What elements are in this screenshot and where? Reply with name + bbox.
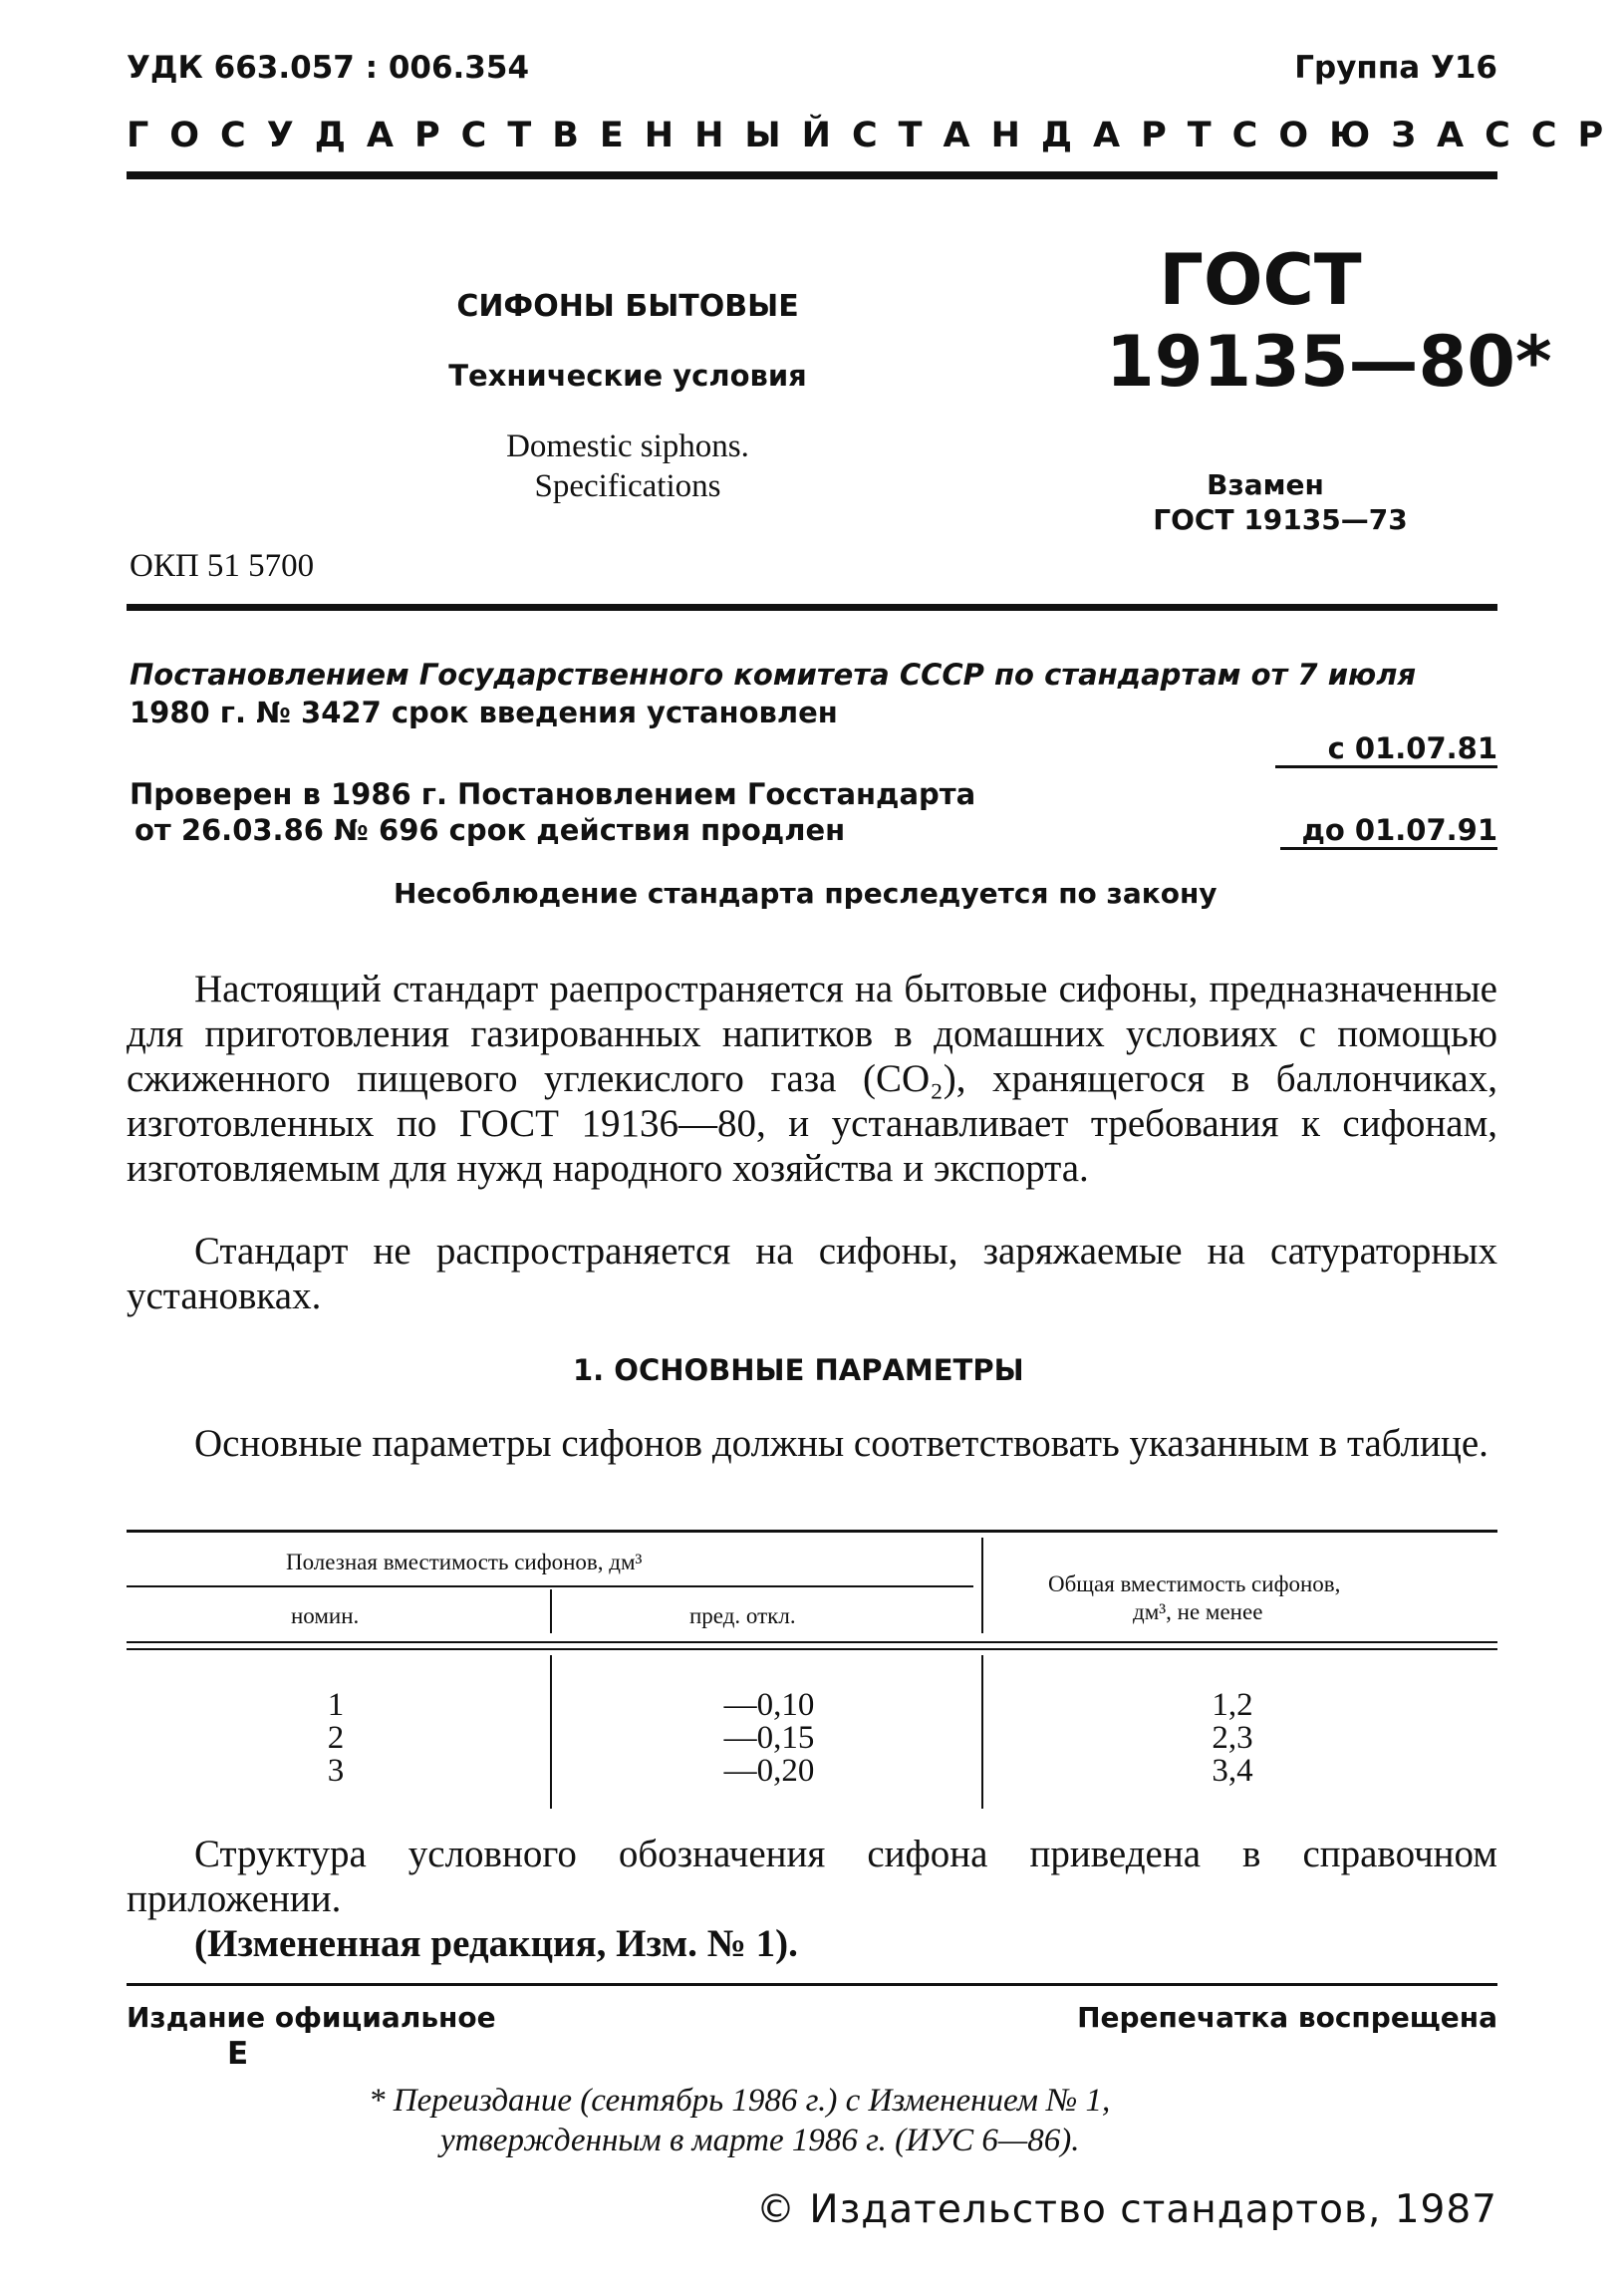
decree-line: 1980 г. № 3427 срок введения установлен <box>130 696 838 729</box>
section-heading: 1. ОСНОВНЫЕ ПАРАМЕТРЫ <box>573 1353 1024 1387</box>
reprint-prohibited: Перепечатка воспрещена <box>1077 2001 1497 2034</box>
document-subtitle: Технические условия <box>448 359 807 393</box>
table-header-deviation: пред. откл. <box>689 1603 796 1628</box>
table-header-nominal: номин. <box>291 1603 360 1628</box>
reissue-note: * Переиздание (сентябрь 1986 г.) с Изменением № 1, <box>369 2083 1111 2119</box>
table-column-divider <box>981 1538 983 1633</box>
replaces-standard: ГОСТ 19135—73 <box>1153 503 1408 536</box>
organization-word: ССР <box>1485 116 1624 155</box>
table-cell-nominal: 1 <box>327 1687 345 1723</box>
check-line: Проверен в 1986 г. Постановлением Госстандарта <box>130 777 976 811</box>
official-edition: Издание официальное <box>127 2001 496 2034</box>
gost-label: ГОСТ <box>1159 239 1362 321</box>
group-code: Группа У16 <box>1294 50 1497 86</box>
exclusion-paragraph: Стандарт не распространяется на сифоны, заряжаемые на сатураторных установках. <box>127 1230 1497 1317</box>
organization-word: ГОСУДАРСТВЕННЫЙ <box>127 116 852 155</box>
reissue-note: утвержденным в марте 1986 г. (ИУС 6—86). <box>440 2123 1080 2158</box>
effective-date: с 01.07.81 <box>1327 731 1497 765</box>
gost-number: 19135—80* <box>1106 321 1552 403</box>
edition-letter: Е <box>227 2036 249 2072</box>
parameters-table <box>127 1530 1497 1829</box>
udk-code: УДК 663.057 : 006.354 <box>127 50 530 86</box>
publisher-copyright: © Издательство стандартов, 1987 <box>756 2187 1497 2232</box>
table-column-divider <box>550 1589 552 1633</box>
english-title-line: Specifications <box>534 468 721 504</box>
table-cell-deviation: —0,20 <box>723 1753 815 1789</box>
english-title <box>428 427 827 506</box>
table-cell-deviation: —0,10 <box>723 1687 815 1723</box>
table-cell-deviation: —0,15 <box>723 1720 815 1756</box>
extended-date: до 01.07.91 <box>1301 813 1497 847</box>
table-cell-total: 1,2 <box>1212 1687 1253 1723</box>
table-group-header: Полезная вместимость сифонов, дм³ <box>286 1550 643 1574</box>
table-header-total: Общая вместимость сифонов, <box>1048 1571 1341 1596</box>
parameters-paragraph: Основные параметры сифонов должны соответствовать указанным в таблице. <box>194 1422 1489 1465</box>
header-rule <box>127 171 1497 179</box>
table-column-divider <box>550 1655 552 1809</box>
table-cell-total: 3,4 <box>1212 1753 1253 1789</box>
okp-code: ОКП 51 5700 <box>130 548 315 584</box>
scope-paragraph: Настоящий стандарт раепространяется на бытовые сифоны, предназначенные для приготовления газированных напитков в домашних условиях с помощью сжиженного пищевого углекислого газа (CO₂), хранящегося в баллончиках, изготовленных по ГОСТ 19136—80, и устанавливает требования к сифонам, изготовляемым для нужд народного хозяйства и экспорта. <box>127 968 1497 1190</box>
english-title-line: Domestic siphons. <box>506 428 749 464</box>
table-top-rule <box>127 1530 1497 1533</box>
table-column-divider <box>981 1655 983 1809</box>
table-header-rule-double <box>127 1648 1497 1650</box>
footer-rule <box>127 1983 1497 1986</box>
document-title: СИФОНЫ БЫТОВЫЕ <box>456 289 799 324</box>
table-header-rule <box>127 1641 1497 1643</box>
replaces-label: Взамен <box>1207 468 1324 501</box>
organization-word: СТАНДАРТ <box>851 116 1232 155</box>
table-header-total-unit: дм³, не менее <box>1133 1599 1263 1624</box>
title-block-rule <box>127 604 1497 611</box>
table-cell-total: 2,3 <box>1212 1720 1253 1756</box>
table-cell-nominal: 3 <box>327 1753 345 1789</box>
organization-word: СОЮЗА <box>1231 116 1486 155</box>
legal-warning: Несоблюдение стандарта преследуется по закону <box>394 877 1218 910</box>
organization-banner <box>127 116 1624 155</box>
check-line: от 26.03.86 № 696 срок действия продлен <box>135 813 846 847</box>
effective-date-underline <box>1275 765 1497 768</box>
designation-paragraph: Структура условного обозначения сифона приведена в справочном приложении. <box>127 1833 1497 1920</box>
revision-note: (Измененная редакция, Изм. № 1). <box>194 1922 798 1965</box>
table-cell-nominal: 2 <box>327 1720 345 1756</box>
decree-line: Постановлением Государственного комитета СССР по стандартам от 7 июля <box>130 658 1417 692</box>
extended-date-underline <box>1280 847 1497 850</box>
table-subheader-rule <box>127 1585 973 1587</box>
